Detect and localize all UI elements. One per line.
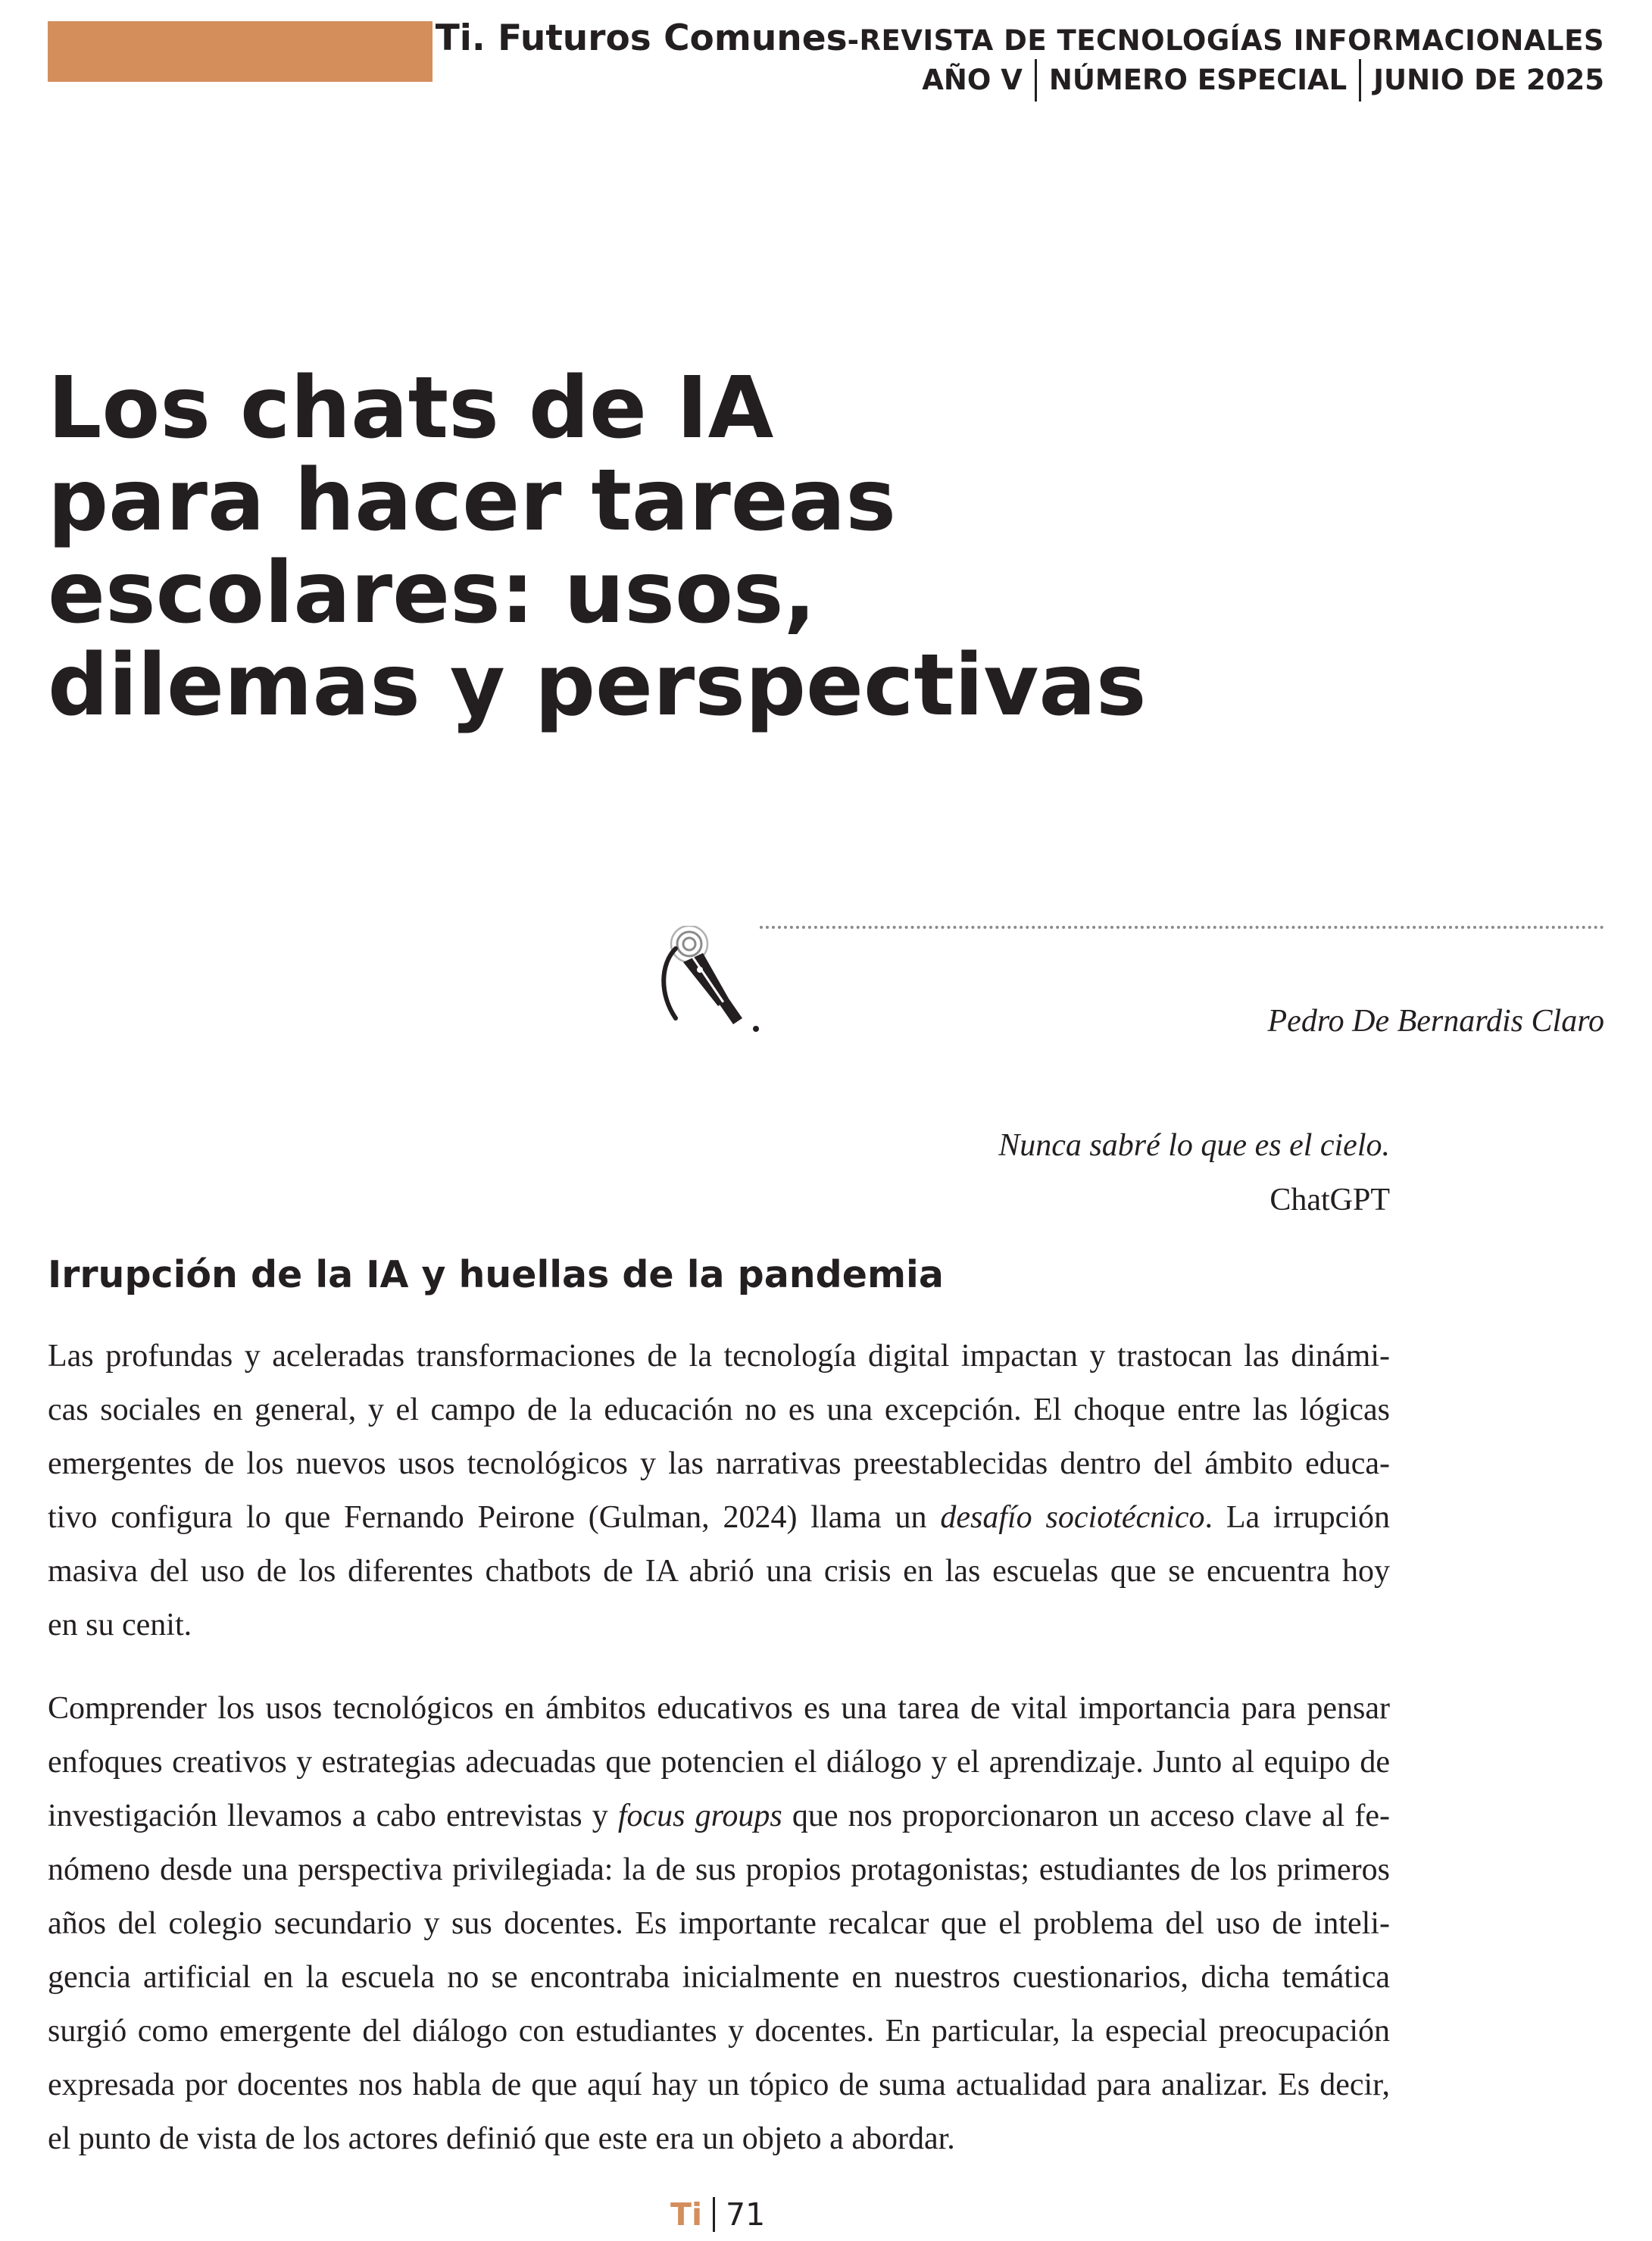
- epigraph: [998, 1118, 1390, 1227]
- paragraph: [48, 1682, 1390, 2166]
- text-line: expresada por docentes nos habla de que aquí hay un tópico de suma actualidad para analizar. Es decir,: [48, 2068, 1390, 2102]
- epigraph-quote: Nunca sabré lo que es el cielo.: [998, 1128, 1390, 1163]
- text-segment: . La irrupción: [1204, 1500, 1390, 1535]
- title-line: para hacer tareas: [48, 452, 896, 550]
- author-divider: [760, 926, 1604, 929]
- journal-subtitle: -REVISTA DE TECNOLOGÍAS INFORMACIONALES: [847, 24, 1604, 57]
- text-line: Las profundas y aceleradas transformaciones de la tecnología digital impactan y trastocan las dinámi-: [48, 1339, 1390, 1374]
- journal-header: [436, 15, 1604, 64]
- text-line: en su cenit.: [48, 1608, 192, 1642]
- epigraph-source: ChatGPT: [1269, 1183, 1390, 1217]
- issue-separator: [1359, 59, 1361, 102]
- text-line: el punto de vista de los actores definió que este era un objeto a abordar.: [48, 2121, 955, 2156]
- author-name: Pedro De Bernardis Claro: [1267, 1004, 1604, 1039]
- text-line: surgió como emergente del diálogo con estudiantes y docentes. En particular, la especial preocupación: [48, 2014, 1390, 2049]
- text-line: años del colegio secundario y sus docentes. Es importante recalcar que el problema del uso de inteli-: [48, 1906, 1390, 1941]
- text-line: cas sociales en general, y el campo de la educación no es una excepción. El choque entre las lógicas: [48, 1392, 1390, 1427]
- text-line: gencia artificial en la escuela no se encontraba inicialmente en nuestros cuestionarios, dicha temática: [48, 1960, 1390, 1995]
- issue-number: NÚMERO ESPECIAL: [1048, 64, 1348, 96]
- fountain-pen-icon: [653, 926, 774, 1039]
- text-line: nómeno desde una perspectiva privilegiada: la de sus propios protagonistas; estudiantes de los primeros: [48, 1852, 1390, 1887]
- emphasis-text: desafío sociotécnico: [940, 1500, 1205, 1535]
- page-number: 71: [726, 2196, 766, 2233]
- text-line: enfoques creativos y estrategias adecuadas que potencien el diálogo y el aprendizaje. Junto al equipo de: [48, 1745, 1390, 1780]
- issue-year: AÑO V: [922, 64, 1023, 96]
- text-line: [48, 1789, 1390, 1843]
- journal-abbreviation: Ti: [670, 2196, 703, 2233]
- title-line: dilemas y perspectivas: [48, 636, 1147, 735]
- page-footer: [670, 2193, 765, 2236]
- emphasis-text: focus groups: [617, 1799, 782, 1833]
- issue-separator: [1035, 59, 1037, 102]
- text-line: [48, 1491, 1390, 1545]
- article-title: [48, 359, 1147, 735]
- section-heading: Irrupción de la IA y huellas de la pandemia: [48, 1253, 944, 1296]
- text-segment: tivo configura lo que Fernando Peirone (Gulman, 2024) llama un: [48, 1500, 941, 1535]
- journal-brand: Ti. Futuros Comunes: [435, 17, 848, 59]
- text-line: emergentes de los nuevos usos tecnológicos y las narrativas preestablecidas dentro del ámbito educa-: [48, 1446, 1390, 1481]
- text-segment: que nos proporcionaron un acceso clave al fe-: [782, 1799, 1390, 1833]
- title-line: escolares: usos,: [48, 544, 817, 642]
- issue-info: [922, 59, 1604, 102]
- footer-separator: [713, 2197, 715, 2232]
- text-segment: investigación llevamos a cabo entrevistas y: [48, 1799, 618, 1833]
- text-line: Comprender los usos tecnológicos en ámbitos educativos es una tarea de vital importancia para pensar: [48, 1691, 1390, 1726]
- issue-date: JUNIO DE 2025: [1373, 64, 1604, 96]
- header-accent-bar: [48, 21, 433, 82]
- paragraph: [48, 1330, 1390, 1652]
- title-line: Los chats de IA: [48, 359, 774, 458]
- text-line: masiva del uso de los diferentes chatbots de IA abrió una crisis en las escuelas que se encuentra hoy: [48, 1554, 1390, 1589]
